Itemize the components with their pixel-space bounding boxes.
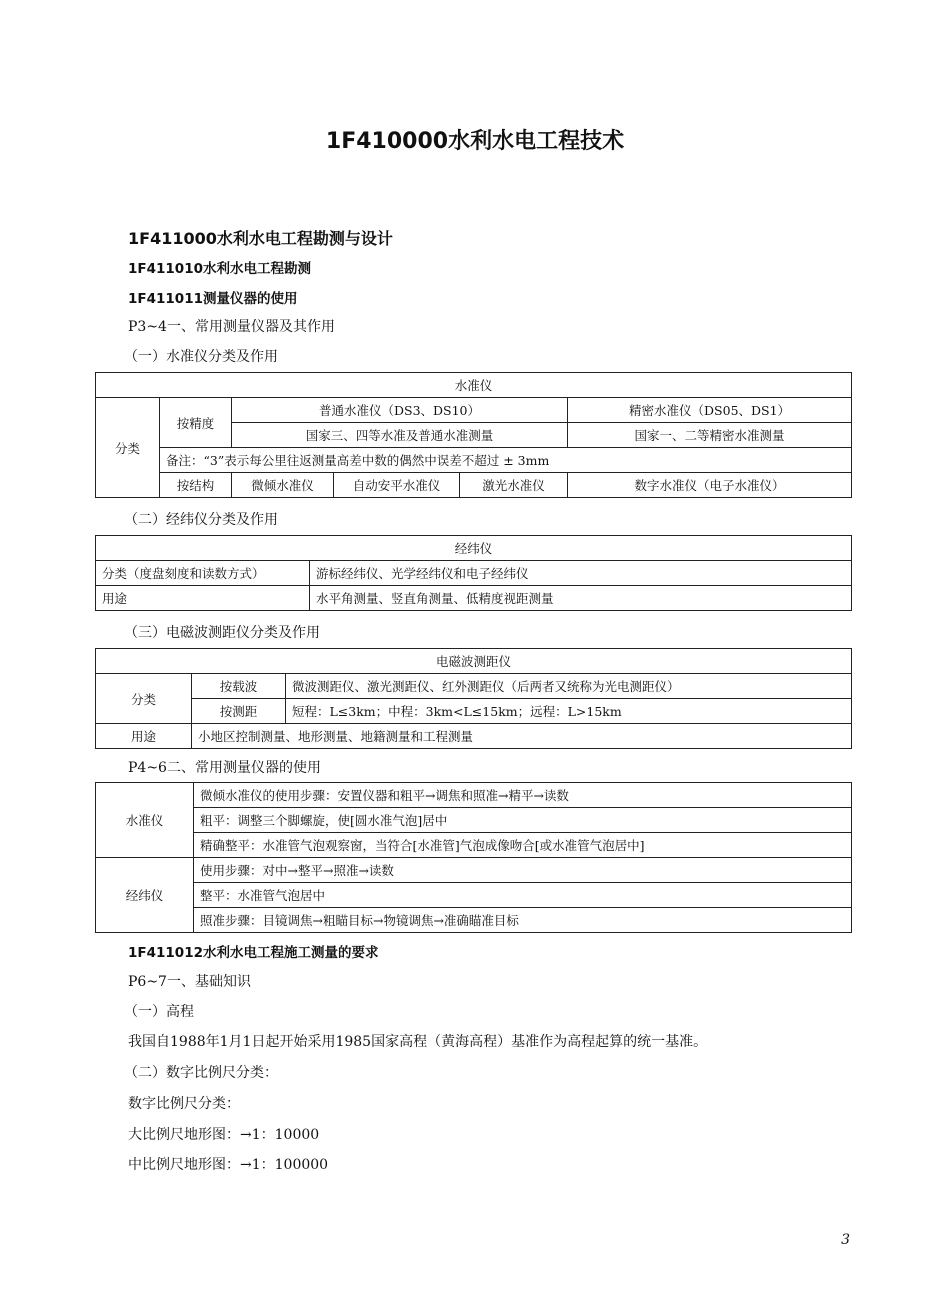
level-precise: 精密水准仪（DS05、DS1） — [568, 398, 852, 423]
edm-table-header: 电磁波测距仪 — [96, 649, 852, 674]
edm-range-value: 短程：L≤3km；中程：3km<L≤15km；远程：L>15km — [286, 699, 852, 724]
usage-theo-aim: 照准步骤：目镜调焦→粗瞄目标→物镜调焦→准确瞄准目标 — [194, 908, 852, 933]
usage-theo-level: 整平：水准管气泡居中 — [194, 883, 852, 908]
section-p6-7: P6~7一、基础知识 — [128, 974, 251, 990]
level-table-header: 水准仪 — [96, 373, 852, 398]
heading-1F411000: 1F411000水利水电工程勘测与设计 — [128, 229, 393, 248]
usage-level-rough: 粗平：调整三个脚螺旋，使[圆水准气泡]居中 — [194, 808, 852, 833]
level-digital: 数字水准仪（电子水准仪） — [568, 473, 852, 498]
usage-theo-label: 经纬仪 — [96, 858, 194, 933]
edm-by-carrier: 按载波 — [192, 674, 286, 699]
theodolite-use-value: 水平角测量、竖直角测量、低精度视距测量 — [310, 586, 852, 611]
section-p3-4: P3~4一、常用测量仪器及其作用 — [128, 319, 335, 335]
subsection-level: （一）水准仪分类及作用 — [124, 349, 278, 365]
subsection-theodolite: （二）经纬仪分类及作用 — [124, 512, 278, 528]
level-precise-use: 国家一、二等精密水准测量 — [568, 423, 852, 448]
usage-table — [95, 782, 852, 933]
level-table — [95, 372, 852, 498]
subsection-edm: （三）电磁波测距仪分类及作用 — [124, 625, 320, 641]
edm-use-value: 小地区控制测量、地形测量、地籍测量和工程测量 — [192, 724, 852, 749]
level-class-label: 分类 — [96, 398, 160, 498]
theodolite-table — [95, 535, 852, 611]
scale-title: 数字比例尺分类： — [128, 1096, 240, 1112]
level-ordinary: 普通水准仪（DS3、DS10） — [232, 398, 568, 423]
theodolite-use-label: 用途 — [96, 586, 310, 611]
edm-table — [95, 648, 852, 749]
edm-use-label: 用途 — [96, 724, 192, 749]
level-by-structure: 按结构 — [160, 473, 232, 498]
scale-medium: 中比例尺地形图：→1：100000 — [128, 1157, 329, 1173]
usage-level-fine: 精确整平：水准管气泡观察窗，当符合[水准管]气泡成像吻合[或水准管气泡居中] — [194, 833, 852, 858]
subsection-elevation: （一）高程 — [124, 1004, 194, 1020]
heading-1F411011: 1F411011测量仪器的使用 — [128, 291, 298, 307]
subsection-scale: （二）数字比例尺分类： — [124, 1065, 278, 1081]
theodolite-table-header: 经纬仪 — [96, 536, 852, 561]
usage-level-step: 微倾水准仪的使用步骤：安置仪器和粗平→调焦和照准→精平→读数 — [194, 783, 852, 808]
level-by-precision: 按精度 — [160, 398, 232, 448]
page-number: 3 — [841, 1232, 850, 1248]
heading-1F411012: 1F411012水利水电工程施工测量的要求 — [128, 945, 379, 961]
section-p4-6: P4~6二、常用测量仪器的使用 — [128, 760, 321, 776]
edm-class-label: 分类 — [96, 674, 192, 724]
level-tilting: 微倾水准仪 — [232, 473, 334, 498]
scale-large: 大比例尺地形图：→1：10000 — [128, 1127, 320, 1143]
level-note: 备注：“3”表示每公里往返测量高差中数的偶然中误差不超过 ± 3mm — [160, 448, 852, 473]
theodolite-class-label: 分类（度盘刻度和读数方式） — [96, 561, 310, 586]
document-title: 1F410000水利水电工程技术 — [325, 129, 625, 154]
heading-1F411010: 1F411010水利水电工程勘测 — [128, 261, 311, 277]
edm-carrier-value: 微波测距仪、激光测距仪、红外测距仪（后两者又统称为光电测距仪） — [286, 674, 852, 699]
elevation-text: 我国自1988年1月1日起开始采用1985国家高程（黄海高程）基准作为高程起算的统一基准。 — [128, 1034, 708, 1050]
level-laser: 激光水准仪 — [460, 473, 568, 498]
usage-theo-step: 使用步骤：对中→整平→照准→读数 — [194, 858, 852, 883]
theodolite-class-value: 游标经纬仪、光学经纬仪和电子经纬仪 — [310, 561, 852, 586]
usage-level-label: 水准仪 — [96, 783, 194, 858]
level-auto: 自动安平水准仪 — [334, 473, 460, 498]
edm-by-range: 按测距 — [192, 699, 286, 724]
level-ordinary-use: 国家三、四等水准及普通水准测量 — [232, 423, 568, 448]
